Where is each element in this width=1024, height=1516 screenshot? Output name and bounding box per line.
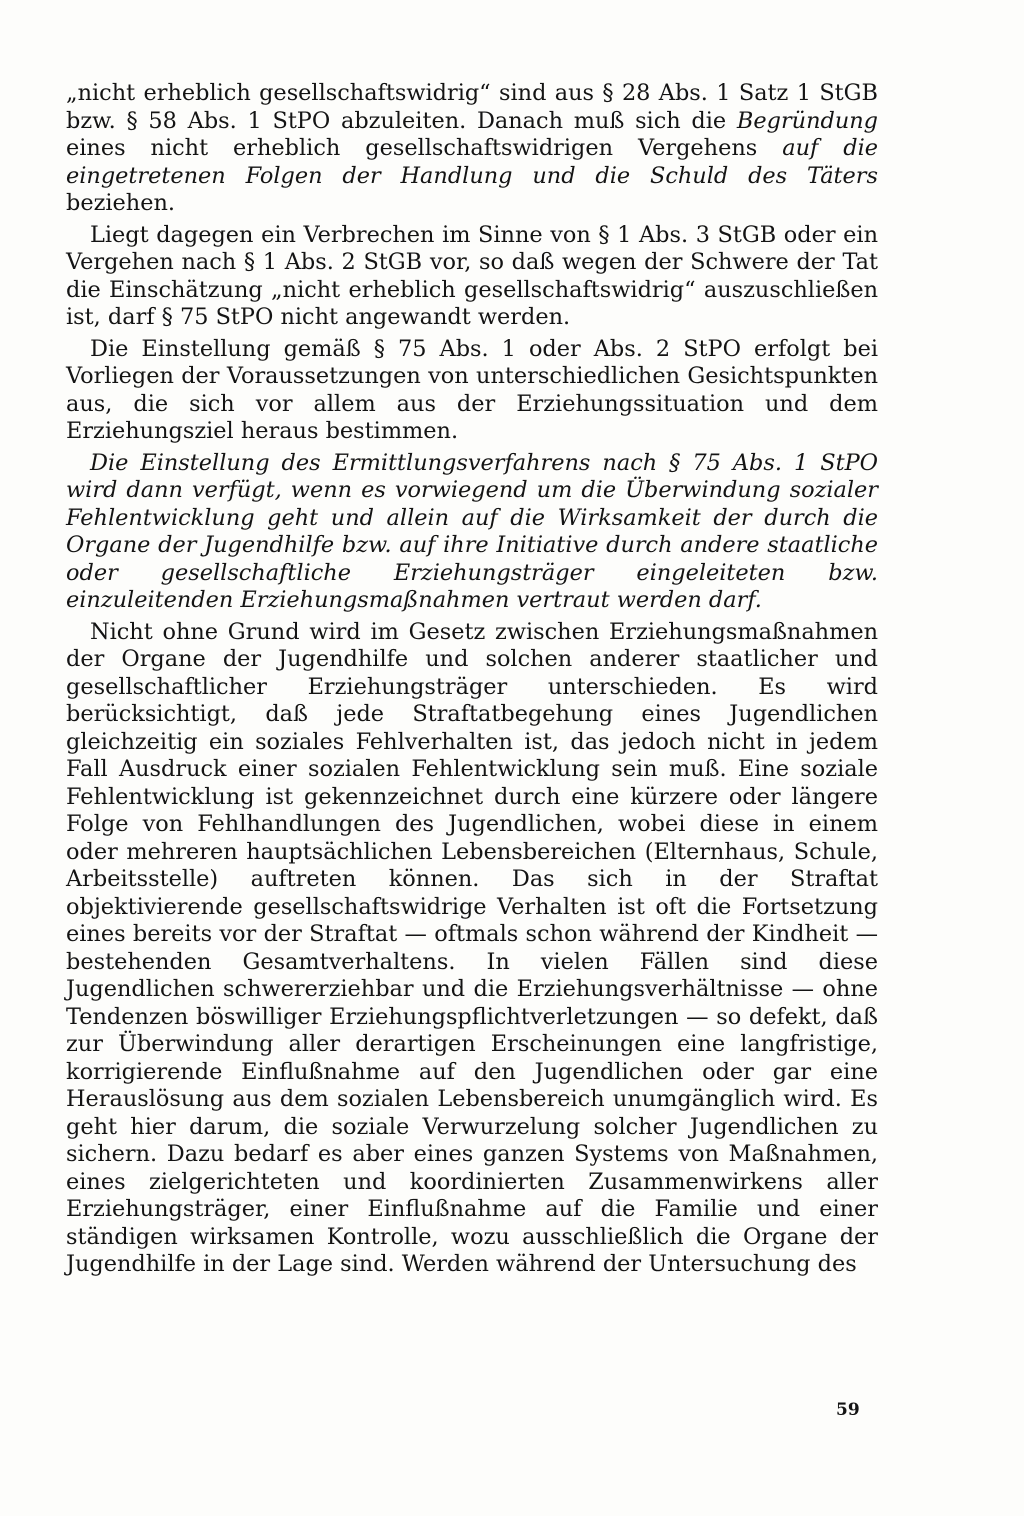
p1-seg-3: auf die eingetretenen Folgen der Handlung und die Schuld des Täters — [66, 135, 878, 189]
p1-seg-0: „nicht erheblich gesellschaftswidrig“ sind aus § 28 Abs. 1 Satz 1 StGB bzw. § 58 Abs. 1 StPO abzuleiten. Danach muß sich die — [66, 80, 878, 134]
paragraph-legal-basis — [66, 80, 878, 218]
p1-seg-1: Begründung — [736, 107, 878, 134]
paragraph-exclusion: Liegt dagegen ein Verbrechen im Sinne von § 1 Abs. 3 StGB oder ein Vergehen nach § 1 Abs. 2 StGB vor, so daß wegen der Schwere der Tat die Einschätzung „nicht erheblich gesellschaftswidrig“ auszuschließen ist, darf § 75 StPO nicht angewandt werden. — [66, 221, 878, 330]
paragraph-einstellung-italic: Die Einstellung des Ermittlungsverfahrens nach § 75 Abs. 1 StPO wird dann verfügt, wenn es vorwiegend um die Überwindung sozialer Fehlentwicklung geht und allein auf die Wirksamkeit der durch die Organe der Jugendhilfe bzw. auf ihre Initiative durch andere staatliche oder gesellschaftliche Erziehungsträger eingeleiteten bzw. einzuleitenden Erziehungsmaßnahmen vertraut werden darf. — [66, 449, 878, 613]
body-text — [66, 80, 878, 1279]
paragraph-erziehungsmassnahmen: Nicht ohne Grund wird im Gesetz zwischen Erziehungsmaßnahmen der Organe der Jugendhilfe und solchen anderer staatlicher und gesellschaftlicher Erziehungsträger unterschieden. Es wird berücksichtigt, daß jede Straftatbegehung eines Jugendlichen gleichzeitig ein soziales Fehlverhalten ist, das jedoch nicht in jedem Fall Ausdruck einer sozialen Fehlentwicklung sein muß. Eine soziale Fehlentwicklung ist gekennzeichnet durch eine kürzere oder längere Folge von Fehlhandlungen des Jugendlichen, wobei diese in einem oder mehreren hauptsächlichen Lebensbereichen (Elternhaus, Schule, Arbeitsstelle) auftreten können. Das sich in der Straftat objektivierende gesellschaftswidrige Verhalten ist oft die Fortsetzung eines bereits vor der Straftat — oftmals schon während der Kindheit — bestehenden Gesamtverhaltens. In vielen Fällen sind diese Jugendlichen schwererziehbar und die Erziehungsverhältnisse — ohne Tendenzen böswilliger Erziehungspflichtverletzungen — so defekt, daß zur Überwindung aller derartigen Erscheinungen eine langfristige, korrigierende Einflußnahme auf den Jugendlichen oder gar eine Herauslösung aus dem sozialen Lebensbereich unumgänglich wird. Es geht hier darum, die soziale Verwurzelung solcher Jugendlichen zu sichern. Dazu bedarf es aber eines ganzen Systems von Maßnahmen, eines zielgerichteten und koordinierten Zusammenwirkens aller Erziehungsträger, einer Einflußnahme auf die Familie und einer ständigen wirksamen Kontrolle, wozu ausschließlich die Organe der Jugendhilfe in der Lage sind. Werden während der Untersuchung des — [66, 618, 878, 1277]
p1-seg-4: beziehen. — [66, 190, 176, 216]
p1-seg-2: eines nicht erheblich gesellschaftswidrigen Vergehens — [66, 135, 783, 161]
page-number: 59 — [836, 1400, 860, 1420]
paragraph-einstellung: Die Einstellung gemäß § 75 Abs. 1 oder Abs. 2 StPO erfolgt bei Vorliegen der Voraussetzungen von unterschiedlichen Gesichtspunkten aus, die sich vor allem aus der Erziehungssituation und dem Erziehungsziel heraus bestimmen. — [66, 335, 878, 444]
